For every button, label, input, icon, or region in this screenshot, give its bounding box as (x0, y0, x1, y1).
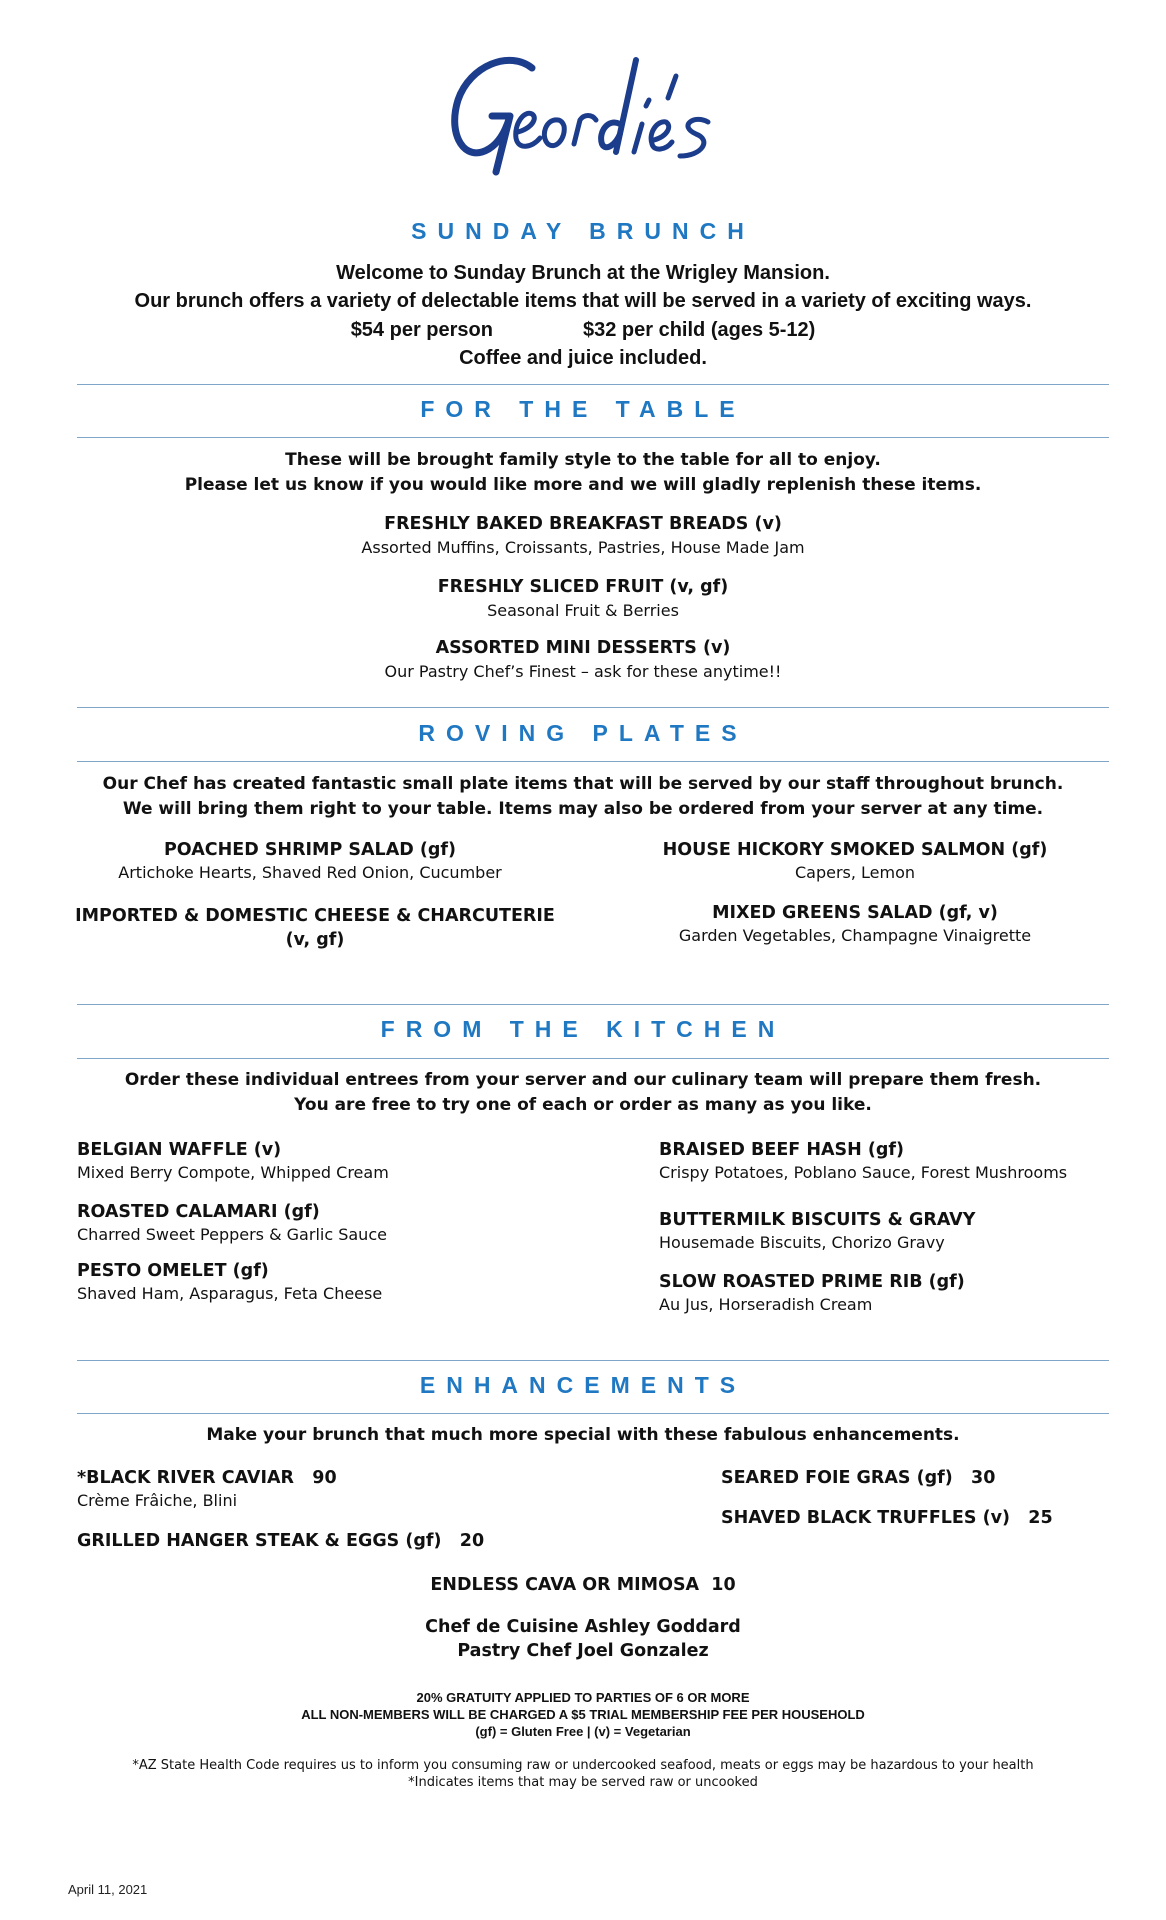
intro-line-2: Our brunch offers a variety of delectable items that will be served in a variety of exciting ways. (134, 290, 1032, 312)
menu-item-name: ROASTED CALAMARI (gf) (77, 1202, 320, 1222)
menu-item (620, 838, 1090, 884)
menu-item-name: BUTTERMILK BISCUITS & GRAVY (659, 1210, 976, 1230)
price-adult: $54 per person (350, 319, 493, 341)
menu-item (70, 904, 560, 952)
health-code-note: *AZ State Health Code requires us to inform you consuming raw or undercooked seafood, meats or eggs may be hazardous to your health (132, 1758, 1034, 1773)
section-divider (77, 761, 1109, 762)
menu-item-name: BELGIAN WAFFLE (v) (77, 1140, 282, 1160)
chef-de-cuisine: Chef de Cuisine Ashley Goddard (425, 1617, 741, 1637)
roving-plates-heading: ROVING PLATES (418, 720, 748, 746)
menu-item-desc: Crispy Potatoes, Poblano Sauce, Forest Mushrooms (659, 1163, 1068, 1182)
menu-item-desc: Capers, Lemon (794, 863, 916, 882)
menu-item-desc: Artichoke Hearts, Shaved Red Onion, Cucumber (118, 863, 502, 882)
enhancement-name: GRILLED HANGER STEAK & EGGS (gf) (77, 1531, 442, 1551)
menu-item (77, 1200, 387, 1246)
enhancements-heading: ENHANCEMENTS (419, 1372, 747, 1398)
menu-item-name: PESTO OMELET (gf) (77, 1261, 269, 1281)
enhancement-item (77, 1529, 484, 1553)
sunday-brunch-heading: SUNDAY BRUNCH (411, 218, 755, 244)
enhancement-desc: Crème Frâiche, Blini (77, 1491, 238, 1510)
enhancement-price: 90 (312, 1468, 337, 1488)
menu-item (77, 1259, 382, 1305)
enhancement-price: 10 (711, 1575, 736, 1595)
menu-item-name: HOUSE HICKORY SMOKED SALMON (gf) (662, 840, 1048, 860)
menu-item (659, 1208, 975, 1254)
kitchen-intro-1: Order these individual entrees from your server and our culinary team will prepare them fresh. (124, 1070, 1042, 1090)
kitchen-intro-2: You are free to try one of each or order as many as you like. (294, 1095, 872, 1115)
menu-item-name: POACHED SHRIMP SALAD (gf) (163, 840, 456, 860)
menu-item-desc: Charred Sweet Peppers & Garlic Sauce (77, 1225, 387, 1244)
section-divider (77, 1058, 1109, 1059)
price-child: $32 per child (ages 5-12) (582, 319, 816, 341)
roving-intro-2: We will bring them right to your table. Items may also be ordered from your server at any time. (122, 799, 1044, 819)
section-divider (77, 1413, 1109, 1414)
dietary-legend: (gf) = Gluten Free | (v) = Vegetarian (475, 1724, 691, 1739)
geordies-logo (440, 40, 740, 190)
enhancement-name: SHAVED BLACK TRUFFLES (v) (721, 1508, 1010, 1528)
table-intro-2: Please let us know if you would like more and we will gladly replenish these items. (184, 475, 982, 495)
menu-item-name: IMPORTED & DOMESTIC CHEESE & CHARCUTERIE (75, 906, 555, 926)
enhancements-intro: Make your brunch that much more special with these fabulous enhancements. (206, 1425, 960, 1445)
enhancement-item (721, 1466, 995, 1490)
section-divider (77, 707, 1109, 708)
menu-item (620, 901, 1090, 947)
enhancement-item (721, 1506, 1053, 1530)
menu-item-desc: Our Pastry Chef’s Finest – ask for these anytime!! (384, 662, 782, 681)
menu-item (659, 1138, 1067, 1184)
menu-item-desc: Assorted Muffins, Croissants, Pastries, House Made Jam (361, 538, 805, 557)
menu-item (659, 1270, 965, 1316)
section-divider (77, 437, 1109, 438)
enhancement-price: 30 (971, 1468, 996, 1488)
menu-item-name: MIXED GREENS SALAD (gf, v) (712, 903, 998, 923)
price-line (0, 316, 1166, 344)
menu-item-desc: Au Jus, Horseradish Cream (659, 1295, 873, 1314)
menu-item-desc: Mixed Berry Compote, Whipped Cream (77, 1163, 389, 1182)
menu-item-desc: Shaved Ham, Asparagus, Feta Cheese (77, 1284, 383, 1303)
menu-item-name: FRESHLY BAKED BREAKFAST BREADS (v) (384, 514, 782, 534)
menu-item-name: BRAISED BEEF HASH (gf) (659, 1140, 905, 1160)
for-the-table-heading: FOR THE TABLE (420, 396, 746, 422)
enhancement-price: 20 (459, 1531, 485, 1551)
menu-item-name: ASSORTED MINI DESSERTS (v) (435, 638, 731, 658)
gratuity-note: 20% GRATUITY APPLIED TO PARTIES OF 6 OR MORE (416, 1690, 750, 1705)
raw-items-note: *Indicates items that may be served raw or uncooked (408, 1775, 758, 1790)
section-divider (77, 1360, 1109, 1361)
included-note: Coffee and juice included. (459, 347, 707, 369)
pastry-chef: Pastry Chef Joel Gonzalez (457, 1641, 709, 1661)
intro-line-1: Welcome to Sunday Brunch at the Wrigley Mansion. (336, 262, 830, 284)
table-intro-1: These will be brought family style to the table for all to enjoy. (285, 450, 881, 470)
membership-note: ALL NON-MEMBERS WILL BE CHARGED A $5 TRIAL MEMBERSHIP FEE PER HOUSEHOLD (301, 1707, 865, 1722)
from-the-kitchen-heading: FROM THE KITCHEN (380, 1016, 786, 1042)
enhancement-name: *BLACK RIVER CAVIAR (77, 1468, 295, 1488)
section-divider (77, 1004, 1109, 1005)
menu-item (77, 1138, 389, 1184)
menu-item-name: SLOW ROASTED PRIME RIB (gf) (659, 1272, 965, 1292)
menu-item (77, 838, 543, 884)
section-divider (77, 384, 1109, 385)
enhancement-item (77, 1466, 337, 1512)
roving-intro-1: Our Chef has created fantastic small plate items that will be served by our staff throughout brunch. (102, 774, 1064, 794)
menu-item-desc: Housemade Biscuits, Chorizo Gravy (659, 1233, 945, 1252)
enhancement-price: 25 (1028, 1508, 1053, 1528)
menu-item-name-cont: (v, gf) (285, 930, 345, 950)
enhancement-item (0, 1573, 1166, 1597)
enhancement-name: ENDLESS CAVA OR MIMOSA (430, 1575, 700, 1595)
menu-item-desc: Seasonal Fruit & Berries (487, 601, 679, 620)
menu-item-desc: Garden Vegetables, Champagne Vinaigrette (678, 926, 1032, 945)
menu-item-name: FRESHLY SLICED FRUIT (v, gf) (437, 577, 729, 597)
menu-date: April 11, 2021 (68, 1882, 148, 1897)
enhancement-name: SEARED FOIE GRAS (gf) (721, 1468, 953, 1488)
